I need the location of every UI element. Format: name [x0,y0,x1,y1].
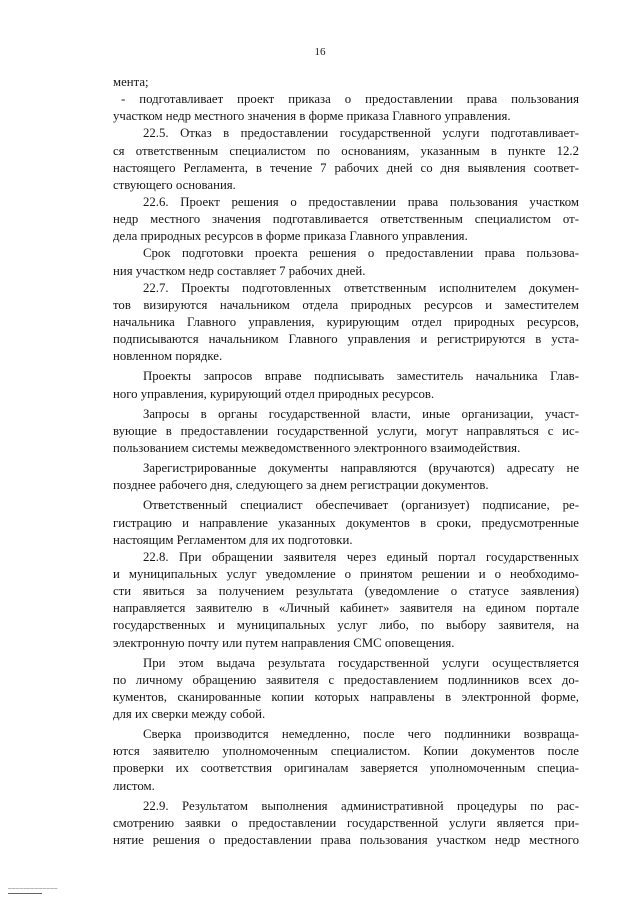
footer-rule [8,893,42,894]
text-line: ствующего основания. [113,177,236,192]
text-line: вующие в предоставлении государственной услуги, могут направляться с ис- [113,423,579,438]
text-line: - подготавливает проект приказа о предоставлении права пользования [121,92,579,107]
page-number: 16 [314,46,326,58]
text-line: Зарегистрированные документы направляются (вручаются) адресату не [143,461,579,476]
text-line: ся ответственным специалистом по основаниям, указанным в пункте 12.2 [113,143,579,158]
text-line: 22.8. При обращении заявителя через единый портал государственных [143,549,579,564]
text-line: электронную почту или путем направления СМС оповещения. [113,635,455,650]
text-line: пользованием системы межведомственного электронного взаимодействия. [113,440,521,455]
text-line: Ответственный специалист обеспечивает (организует) подписание, ре- [143,498,579,513]
text-line: 22.7. Проекты подготовленных ответственным исполнителем докумен- [143,280,579,295]
text-line: участком недр местного значения в форме приказа Главного управления. [113,109,511,124]
footer-mark: _____________ [8,883,58,889]
text-line: мента; [113,75,149,89]
text-line: по личному обращению заявителя с предоставлением подлинников всех до- [113,672,579,687]
text-line: начальника Главного управления, курирующим отдел природных ресурсов, [113,314,579,329]
text-line: и муниципальных услуг уведомление о принятом решении и о необходимо- [113,566,579,581]
text-line: сти явиться за получением результата (уведомление о статусе заявления) [113,584,579,599]
text-line: новленном порядке. [113,349,223,364]
text-line: 22.5. Отказ в предоставлении государственной услуги подготавливает- [143,126,579,141]
text-line: листом. [113,778,155,793]
text-line: тов визируются начальником отдела природных ресурсов и заместителем [113,297,579,312]
text-line: гистрацию и направление указанных документов в сроки, предусмотренные [113,515,579,530]
body-text [113,74,579,849]
text-line: ются заявителю уполномоченным специалистом. Копии документов после [113,744,579,759]
text-line: недр местного значения подготавливается ответственным специалистом от- [113,212,579,227]
text-line: направляется заявителю в «Личный кабинет» заявителя на едином портале [113,601,579,616]
text-line: смотрению заявки о предоставлении государственной услуги является при- [113,815,579,830]
text-line: государственных и муниципальных услуг либо, по выбору заявителя, на [113,618,579,633]
text-line: 22.9. Результатом выполнения административной процедуры по рас- [143,798,579,813]
text-line: Срок подготовки проекта решения о предоставлении права пользова- [143,246,579,261]
text-line: 22.6. Проект решения о предоставлении права пользования участком [143,194,579,209]
text-line: настоящим Регламентом для их подготовки. [113,532,353,547]
text-line: дела природных ресурсов в форме приказа Главного управления. [113,229,468,244]
text-line: При этом выдача результата государственной услуги осуществляется [143,655,579,670]
text-line: подписываются начальником Главного управления и регистрируются в уста- [113,332,579,347]
text-line: для их сверки между собой. [113,707,266,722]
text-line: Сверка производится немедленно, после чего подлинники возвраща- [143,727,579,742]
text-line: позднее рабочего дня, следующего за днем регистрации документов. [113,478,489,493]
text-line: проверки их соответствия оригиналам заверяется уполномоченным специа- [113,761,579,776]
text-line: кументов, сканированные копии которых направлены в электронной форме, [113,689,579,704]
text-line: ния участком недр составляет 7 рабочих дней. [113,263,366,278]
text-line: настоящего Регламента, в течение 7 рабочих дней со дня выявления соответ- [113,160,579,175]
text-line: Проекты запросов вправе подписывать заместитель начальника Глав- [143,369,579,384]
text-line: ного управления, курирующий отдел природных ресурсов. [113,386,435,401]
text-line: нятие решения о предоставлении права пользования участком недр местного [113,833,579,848]
text-line: Запросы в органы государственной власти, иные организации, участ- [143,406,579,421]
